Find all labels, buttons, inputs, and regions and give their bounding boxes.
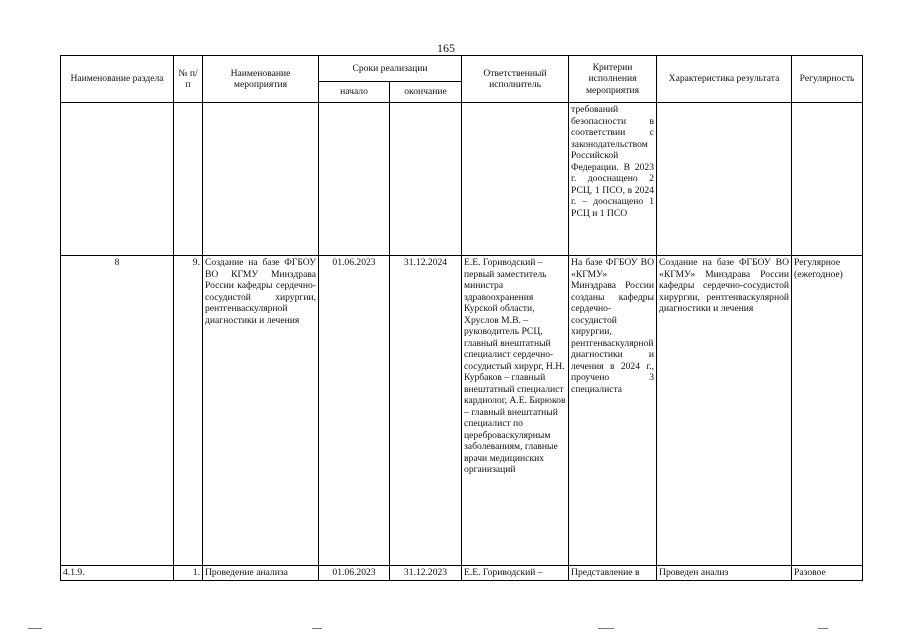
header-activity-name: Наименование мероприятия [203,56,319,103]
plan-table [60,55,863,581]
criteria-cell: На базе ФГБОУ ВО «КГМУ» Минздрава России созданы кафедры сердечно-сосудистой хирургии, рентгенваскулярной диагностики и лечения в 2024 г., проучено 3 специалиста [569,256,657,566]
table-row [61,256,863,566]
header-deadlines: Сроки реализации [319,56,462,82]
header-section-name: Наименование раздела [61,56,174,103]
responsible-cell: Е.Е. Гориводский – [462,566,569,581]
responsible-cell: Е.Е. Гориводский – первый заместитель министра здравоохранения Курской области, Хруслов М.В. – руководитель РСЦ, главный внештатный специалист сердечно-сосудистый хирург, Н.Н. Курбаков – главный внештатный специалист кардиолог, А.Е. Бирюков – главный внештатный специалист по цереброваскулярным заболеваниям, главные врачи медицинских организаций [462,256,569,566]
activity-cell: Создание на базе ФГБОУ ВО КГМУ Минздрава России кафедры сердечно-сосудистой хирургии, рентгенваскулярной диагностики и лечения [203,256,319,566]
number-cell: 1. [174,566,203,581]
end-date-cell: 31.12.2024 [390,256,462,566]
activity-cell: Проведение анализа [203,566,319,581]
scan-artifact [28,628,42,629]
criteria-continuation-cell: требований безопасности в соответствии с законодательством Российской Федерации. В 2023 г. дооснащено 2 РСЦ, 1 ПСО, в 2024 г. – дооснащено 1 РСЦ и 1 ПСО [569,103,657,256]
section-cell: 8 [61,256,174,566]
header-responsible: Ответственный исполнитель [462,56,569,103]
header-start: начало [319,82,390,103]
scan-artifact [598,628,614,629]
header-result: Характеристика результата [657,56,792,103]
header-regularity: Регулярность [792,56,863,103]
end-date-cell: 31.12.2023 [390,566,462,581]
start-date-cell: 01.06.2023 [319,256,390,566]
table-row [61,103,863,256]
result-cell: Создание на базе ФГБОУ ВО «КГМУ» Минздрава России кафедры сердечно-сосудистой хирургии, рентгенваскулярной диагностики и лечения [657,256,792,566]
scan-artifact [818,628,828,629]
result-cell: Проведен анализ [657,566,792,581]
table-row [61,566,863,581]
header-criteria: Критерии исполнения мероприятия [569,56,657,103]
page-number: 165 [437,41,455,55]
criteria-cell: Представление в [569,566,657,581]
regularity-cell: Разовое [792,566,863,581]
scan-artifact [312,628,322,629]
start-date-cell: 01.06.2023 [319,566,390,581]
header-end: окончание [390,82,462,103]
section-cell: 4.1.9. [61,566,174,581]
regularity-cell: Регулярное (ежегодное) [792,256,863,566]
number-cell: 9. [174,256,203,566]
header-number: № п/п [174,56,203,103]
